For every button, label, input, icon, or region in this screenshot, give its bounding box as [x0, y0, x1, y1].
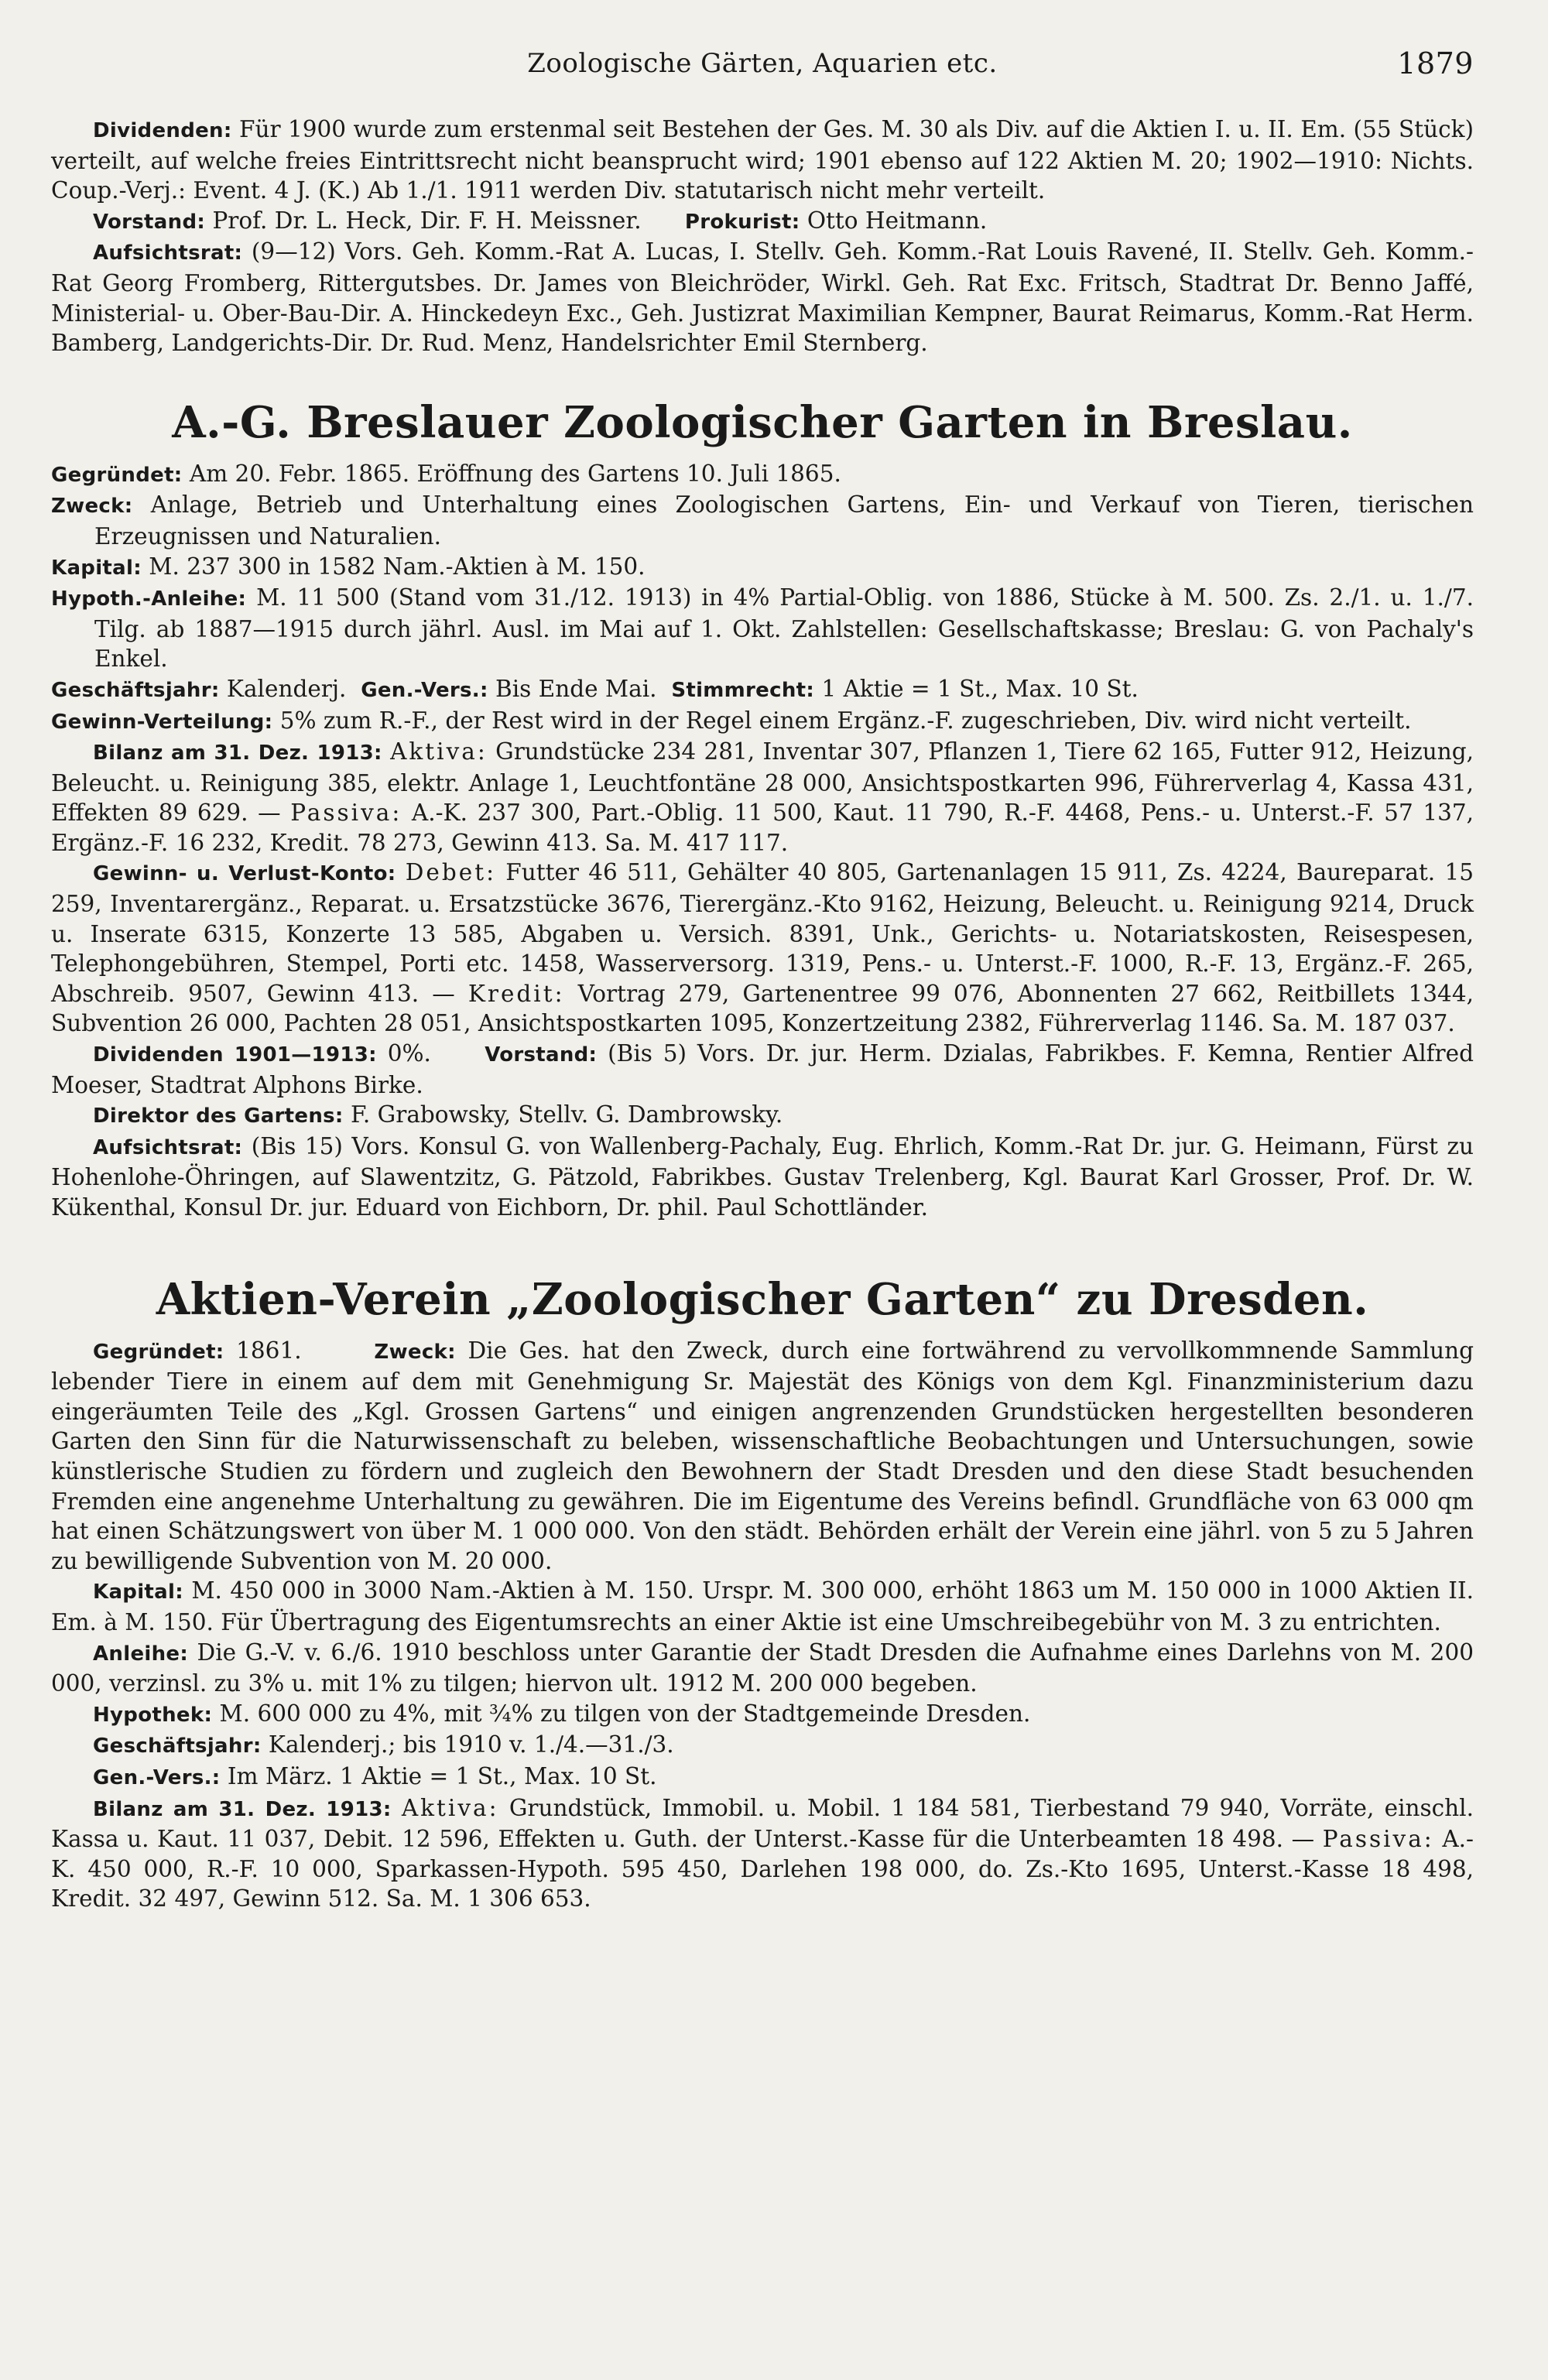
label-stimmrecht: Stimmrecht:: [671, 678, 815, 702]
dresden-section: [51, 1336, 1474, 1914]
paragraph-dresden-hypothek: [51, 1699, 1474, 1731]
text-vorstand-breslau: (Bis 5) Vors. Dr. jur. Herm. Dzialas, Fabrikbes. F. Kemna, Rentier Alfred Moeser, Stadtrat Alphons Birke.: [51, 1040, 1474, 1098]
text-dresden-aktiva: Grundstück, Immobil. u. Mobil. 1 184 581, Tierbestand 79 940, Vorräte, einschl. Kassa u. Kaut. 11 037, Debit. 12 596, Effekten u. Guth. der Unterst.-Kasse für die Unterbeamten 18 498. —: [51, 1794, 1474, 1853]
label-aufsichtsrat: Aufsichtsrat:: [93, 241, 243, 265]
word-kredit: Kredit:: [467, 980, 565, 1007]
paragraph-direktor: [51, 1100, 1474, 1132]
paragraph-aufsichtsrat-breslau: [51, 1132, 1474, 1223]
label-dresden-gegruendet: Gegründet:: [93, 1340, 224, 1364]
label-zweck: Zweck:: [51, 495, 133, 519]
label-direktor: Direktor des Gartens:: [93, 1104, 344, 1128]
page-number: 1879: [1397, 46, 1474, 80]
text-zweck: Anlage, Betrieb und Unterhaltung eines Zoologischen Gartens, Ein- und Verkauf von Tieren, tierischen Erzeugnissen und Naturalien.: [94, 491, 1474, 550]
text-dresden-gegruendet: 1861.: [236, 1337, 302, 1364]
breslau-section: [51, 459, 1474, 1223]
paragraph-gewinn-verteilung: [51, 706, 1474, 738]
word-passiva: Passiva:: [290, 800, 402, 827]
running-header: [51, 40, 1474, 94]
text-aufsichtsrat-breslau: (Bis 15) Vors. Konsul G. von Wallenberg-Pachaly, Eug. Ehrlich, Komm.-Rat Dr. jur. G. Heimann, Fürst zu Hohenlohe-Öhringen, auf Slawentzitz, G. Pätzold, Fabrikbes. Gustav Trelenberg, Kgl. Baurat Karl Grosser, Prof. Dr. W. Kükenthal, Konsul Dr. jur. Eduard von Eichborn, Dr. phil. Paul Schottländer.: [51, 1132, 1474, 1221]
paragraph-dresden-gegruendet-zweck: [51, 1336, 1474, 1577]
heading-breslau: A.-G. Breslauer Zoologischer Garten in Breslau.: [172, 396, 1353, 448]
label-gegruendet: Gegründet:: [51, 463, 183, 487]
text-kredit: Vortrag 279, Gartenentree 99 076, Abonnenten 27 662, Reitbillets 1344, Subvention 26 000, Pachten 28 051, Ansichtspostkarten 1095, Konzertzeitung 2382, Führerverlag 1146. Sa. M. 187 037.: [51, 980, 1474, 1037]
paragraph-dividenden-vorstand: [51, 1039, 1474, 1100]
word-dresden-aktiva: Aktiva:: [401, 1794, 499, 1821]
text-dresden-anleihe: Die G.-V. v. 6./6. 1910 beschloss unter Garantie der Stadt Dresden die Aufnahme eines Darlehns von M. 200 000, verzinsl. zu 3% u. mit 1% zu tilgen; hiervon ult. 1912 M. 200 000 begeben.: [51, 1639, 1474, 1697]
text-stimmrecht: 1 Aktie = 1 St., Max. 10 St.: [821, 675, 1139, 702]
paragraph-bilanz: [51, 737, 1474, 858]
label-gen-vers: Gen.-Vers.:: [361, 678, 488, 702]
label-dresden-geschaeftsjahr: Geschäftsjahr:: [93, 1734, 262, 1758]
text-aufsichtsrat: (9—12) Vors. Geh. Komm.-Rat A. Lucas, I. Stellv. Geh. Komm.-Rat Louis Ravené, II. Stellv. Geh. Komm.-Rat Georg Fromberg, Rittergutsbes. Dr. James von Bleichröder, Wirkl. Geh. Rat Exc. Fritsch, Stadtrat Dr. Benno Jaffé, Ministerial- u. Ober-Bau-Dir. A. Hinckedeyn Exc., Geh. Justizrat Maximilian Kempner, Baurat Reimarus, Komm.-Rat Herm. Bamberg, Landgerichts-Dir. Dr. Rud. Menz, Handelsrichter Emil Sternberg.: [51, 238, 1474, 357]
text-dresden-kapital: M. 450 000 in 3000 Nam.-Aktien à M. 150. Urspr. M. 300 000, erhöht 1863 um M. 150 000 in 1000 Aktien II. Em. à M. 150. Für Übertragung des Eigentumsrechts an einer Aktie ist eine Umschreibegebühr von M. 3 zu entrichten.: [51, 1577, 1474, 1635]
paragraph-dresden-geschaeftsjahr: [51, 1730, 1474, 1762]
paragraph-dividenden: [51, 115, 1474, 206]
text-dividenden: Für 1900 wurde zum erstenmal seit Bestehen der Ges. M. 30 als Div. auf die Aktien I. u. II. Em. (55 Stück) verteilt, auf welche freies Eintrittsrecht nicht beansprucht wird; 1901 ebenso auf 122 Aktien M. 20; 1902—1910: Nichts. Coup.-Verj.: Event. 4 J. (K.) Ab 1./1. 1911 werden Div. statutarisch nicht mehr verteilt.: [51, 116, 1474, 204]
text-passiva: A.-K. 237 300, Part.-Oblig. 11 500, Kaut. 11 790, R.-F. 4468, Pens.- u. Unterst.-F. 57 137, Ergänz.-F. 16 232, Kredit. 78 273, Gewinn 413. Sa. M. 417 117.: [51, 800, 1474, 856]
text-kapital: M. 237 300 in 1582 Nam.-Aktien à M. 150.: [149, 553, 646, 580]
text-dresden-gen-vers: Im März. 1 Aktie = 1 St., Max. 10 St.: [227, 1762, 657, 1789]
paragraph-geschaeftsjahr: [51, 674, 1474, 706]
label-kapital: Kapital:: [51, 556, 142, 580]
paragraph-gewinn-verlust: [51, 858, 1474, 1039]
paragraph-dresden-bilanz: [51, 1793, 1474, 1914]
label-dresden-kapital: Kapital:: [93, 1580, 183, 1604]
heading-dresden: Aktien-Verein „Zoologischer Garten“ zu Dresden.: [156, 1273, 1369, 1325]
label-dresden-bilanz: Bilanz am 31. Dez. 1913:: [93, 1797, 392, 1821]
paragraph-anleihe: [51, 583, 1474, 674]
label-dresden-hypothek: Hypothek:: [93, 1703, 213, 1727]
text-gegruendet: Am 20. Febr. 1865. Eröffnung des Gartens 10. Juli 1865.: [189, 460, 841, 487]
word-debet: Debet:: [405, 859, 497, 886]
label-dresden-gen-vers: Gen.-Vers.:: [93, 1765, 221, 1789]
label-dividenden-1901: Dividenden 1901—1913:: [93, 1043, 377, 1067]
running-title: Zoologische Gärten, Aquarien etc.: [527, 48, 998, 79]
paragraph-vorstand-prokurist: [51, 206, 1474, 238]
label-dresden-zweck: Zweck:: [374, 1340, 456, 1364]
label-anleihe: Hypoth.-Anleihe:: [51, 587, 247, 611]
text-gen-vers: Bis Ende Mai.: [495, 675, 657, 702]
paragraph-aufsichtsrat: [51, 237, 1474, 358]
word-aktiva: Aktiva:: [390, 738, 488, 765]
text-direktor: F. Grabowsky, Stellv. G. Dambrowsky.: [351, 1101, 783, 1128]
text-dividenden-1901: 0%.: [387, 1040, 431, 1067]
label-prokurist: Prokurist:: [684, 210, 800, 234]
paragraph-dresden-gen-vers: [51, 1762, 1474, 1793]
text-anleihe: M. 11 500 (Stand vom 31./12. 1913) in 4% Partial-Oblig. von 1886, Stücke à M. 500. Zs. 2./1. u. 1./7. Tilg. ab 1887—1915 durch jährl. Ausl. im Mai auf 1. Okt. Zahlstellen: Gesellschaftskasse; Breslau: G. von Pachaly's Enkel.: [94, 584, 1474, 673]
label-aufsichtsrat-breslau: Aufsichtsrat:: [93, 1135, 243, 1159]
text-vorstand: Prof. Dr. L. Heck, Dir. F. H. Meissner.: [212, 207, 642, 234]
text-debet: Futter 46 511, Gehälter 40 805, Gartenanlagen 15 911, Zs. 4224, Baureparat. 15 259, Inventarergänz., Reparat. u. Ersatzstücke 3676, Tierergänz.-Kto 9162, Heizung, Beleucht. u. Reinigung 9214, Druck u. Inserate 6315, Konzerte 13 585, Abgaben u. Versich. 8391, Unk., Gerichts- u. Notariatskosten, Reisespesen, Telephongebühren, Stempel, Porti etc. 1458, Wasserversorg. 1319, Pens.- u. Unterst.-F. 1000, R.-F. 13, Ergänz.-F. 265, Abschreib. 9507, Gewinn 413. —: [51, 859, 1474, 1007]
text-gewinn-verteilung: 5% zum R.-F., der Rest wird in der Regel einem Ergänz.-F. zugeschrieben, Div. wird nicht verteilt.: [279, 707, 1412, 734]
label-dividenden: Dividenden:: [93, 119, 232, 142]
text-aktiva: Grundstücke 234 281, Inventar 307, Pflanzen 1, Tiere 62 165, Futter 912, Heizung, Beleucht. u. Reinigung 385, elektr. Anlage 1, Leuchtfontäne 28 000, Ansichtspostkarten 996, Führerverlag 4, Kassa 431, Effekten 89 629. —: [51, 738, 1474, 827]
text-prokurist: Otto Heitmann.: [807, 207, 988, 234]
text-geschaeftsjahr: Kalenderj.: [226, 675, 347, 702]
paragraph-gegruendet: [51, 459, 1474, 491]
intro-section: [51, 115, 1474, 358]
paragraph-dresden-anleihe: [51, 1638, 1474, 1699]
label-vorstand: Vorstand:: [93, 210, 206, 234]
label-vorstand-breslau: Vorstand:: [485, 1043, 598, 1067]
label-dresden-anleihe: Anleihe:: [93, 1642, 189, 1666]
text-dresden-passiva: A.-K. 450 000, R.-F. 10 000, Sparkassen-Hypoth. 595 450, Darlehen 198 000, do. Zs.-Kto 1695, Unterst.-Kasse 18 498, Kredit. 32 497, Gewinn 512. Sa. M. 1 306 653.: [51, 1826, 1474, 1913]
text-dresden-hypothek: M. 600 000 zu 4%, mit ¾% zu tilgen von der Stadtgemeinde Dresden.: [219, 1700, 1031, 1727]
text-dresden-geschaeftsjahr: Kalenderj.; bis 1910 v. 1./4.—31./3.: [268, 1731, 674, 1758]
paragraph-dresden-kapital: [51, 1576, 1474, 1637]
label-bilanz: Bilanz am 31. Dez. 1913:: [93, 741, 382, 765]
label-gewinn-verlust: Gewinn- u. Verlust-Konto:: [93, 862, 396, 886]
paragraph-kapital: [51, 552, 1474, 584]
label-gewinn-verteilung: Gewinn-Verteilung:: [51, 710, 273, 734]
label-geschaeftsjahr: Geschäftsjahr:: [51, 678, 220, 702]
text-dresden-zweck: Die Ges. hat den Zweck, durch eine fortwährend zu vervollkommnende Sammlung lebender Tiere in einem auf dem mit Genehmigung Sr. Majestät des Königs von dem Kgl. Finanzministerium dazu eingeräumten Teile des „Kgl. Grossen Gartens“ und einigen angrenzenden Grundstücken hergestellten besonderen Garten den Sinn für die Naturwissenschaft zu beleben, wissenschaftliche Beobachtungen und Untersuchungen, sowie künstlerische Studien zu fördern und zugleich den Bewohnern der Stadt Dresden und den diese Stadt besuchenden Fremden eine angenehme Unterhaltung zu gewähren. Die im Eigentume des Vereins befindl. Grundfläche von 63 000 qm hat einen Schätzungswert von über M. 1 000 000. Von den städt. Behörden erhält der Verein eine jährl. von 5 zu 5 Jahren zu bewilligende Subvention von M. 20 000.: [51, 1337, 1474, 1574]
paragraph-zweck: [51, 490, 1474, 551]
word-dresden-passiva: Passiva:: [1322, 1826, 1434, 1853]
